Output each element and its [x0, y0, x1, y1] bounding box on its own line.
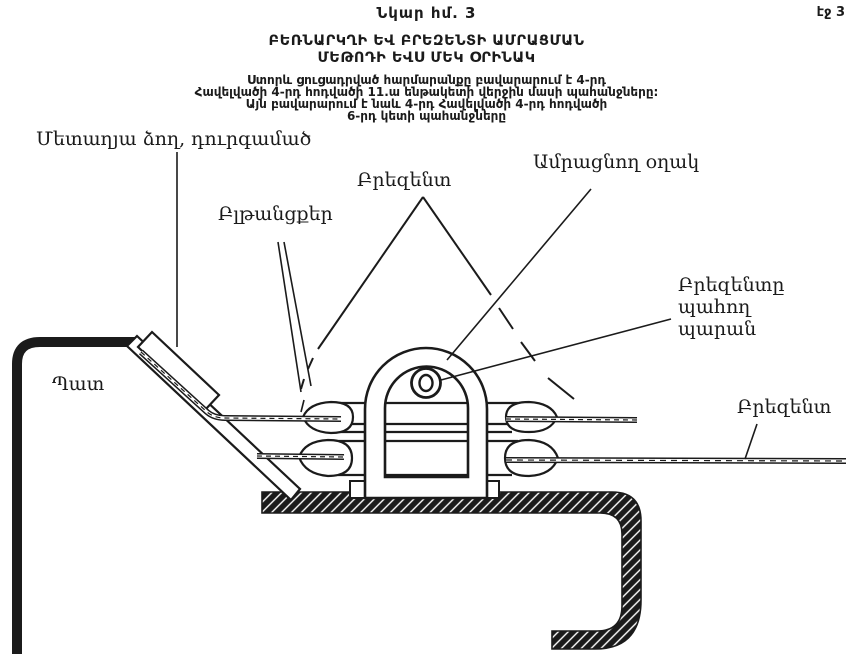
label-rope-line-1: Բրեզենտը — [678, 274, 785, 296]
label-wall: Պատ — [52, 373, 105, 395]
leader-fastening-ring — [447, 189, 591, 360]
tent-left-side — [318, 197, 423, 349]
caption-line-1: Ստորև ցուցադրված հարմարանքը բավարարում է 4-րդ — [247, 73, 606, 87]
rod-upper-right — [506, 419, 637, 420]
figure-number: Նկար հմ. 3 — [376, 4, 477, 22]
leader-tarpaulin-right — [745, 424, 757, 459]
page-number: էջ 3 — [816, 5, 845, 20]
caption-line-2: Հավելվածի 4-րդ հոդվածի 11.ա ենթակետի վերջին մասի պահանջները: — [194, 85, 659, 99]
platform-step-profile — [262, 492, 641, 649]
tent-right-dash-3 — [548, 378, 574, 399]
rod-lower-right — [506, 460, 846, 461]
title-line-2: ՄԵԹՈԴԻ ԵՎՍ ՄԵԿ ՕՐԻՆԱԿ — [317, 50, 536, 66]
rod-lower-left — [257, 456, 344, 457]
label-rope-line-3: պարան — [678, 318, 757, 340]
welded-metal-bar — [138, 332, 219, 410]
caption-line-3: Այն բավարարում է նաև 4-րդ Հավելվածի 4-րդ հոդվածի — [245, 97, 608, 111]
fastening-ring-hole — [420, 375, 433, 391]
label-metal-rod: Մետաղյա ձող, դուրգամած — [36, 128, 312, 150]
leader-rope — [441, 319, 671, 380]
label-fastening-ring: Ամրացնող օղակ — [533, 151, 700, 173]
leader-slots-dash — [301, 400, 304, 412]
label-tarpaulin-right: Բրեզենտ — [737, 396, 832, 418]
fastening-ring — [412, 369, 441, 398]
tent-right-side — [423, 197, 491, 295]
tent-right-dash-1 — [499, 308, 513, 329]
label-tarpaulin-top: Բրեզենտ — [357, 169, 452, 191]
label-rope — [678, 274, 784, 340]
tent-left-dash-2 — [301, 379, 304, 389]
eyelet-lobes — [299, 402, 558, 476]
label-slots: Բլթանցքեր — [218, 203, 333, 225]
title-line-1: ԲԵՌՆԱՐԿՂԻ ԵՎ ԲՐԵԶԵՆՏԻ ԱՄՐԱՑՄԱՆ — [268, 33, 585, 49]
tent-left-dash-1 — [308, 358, 313, 369]
sleeve-lines — [332, 403, 518, 475]
label-rope-line-2: պահող — [678, 296, 751, 318]
caption-line-4: 6-րդ կետի պահանջները — [346, 109, 507, 123]
